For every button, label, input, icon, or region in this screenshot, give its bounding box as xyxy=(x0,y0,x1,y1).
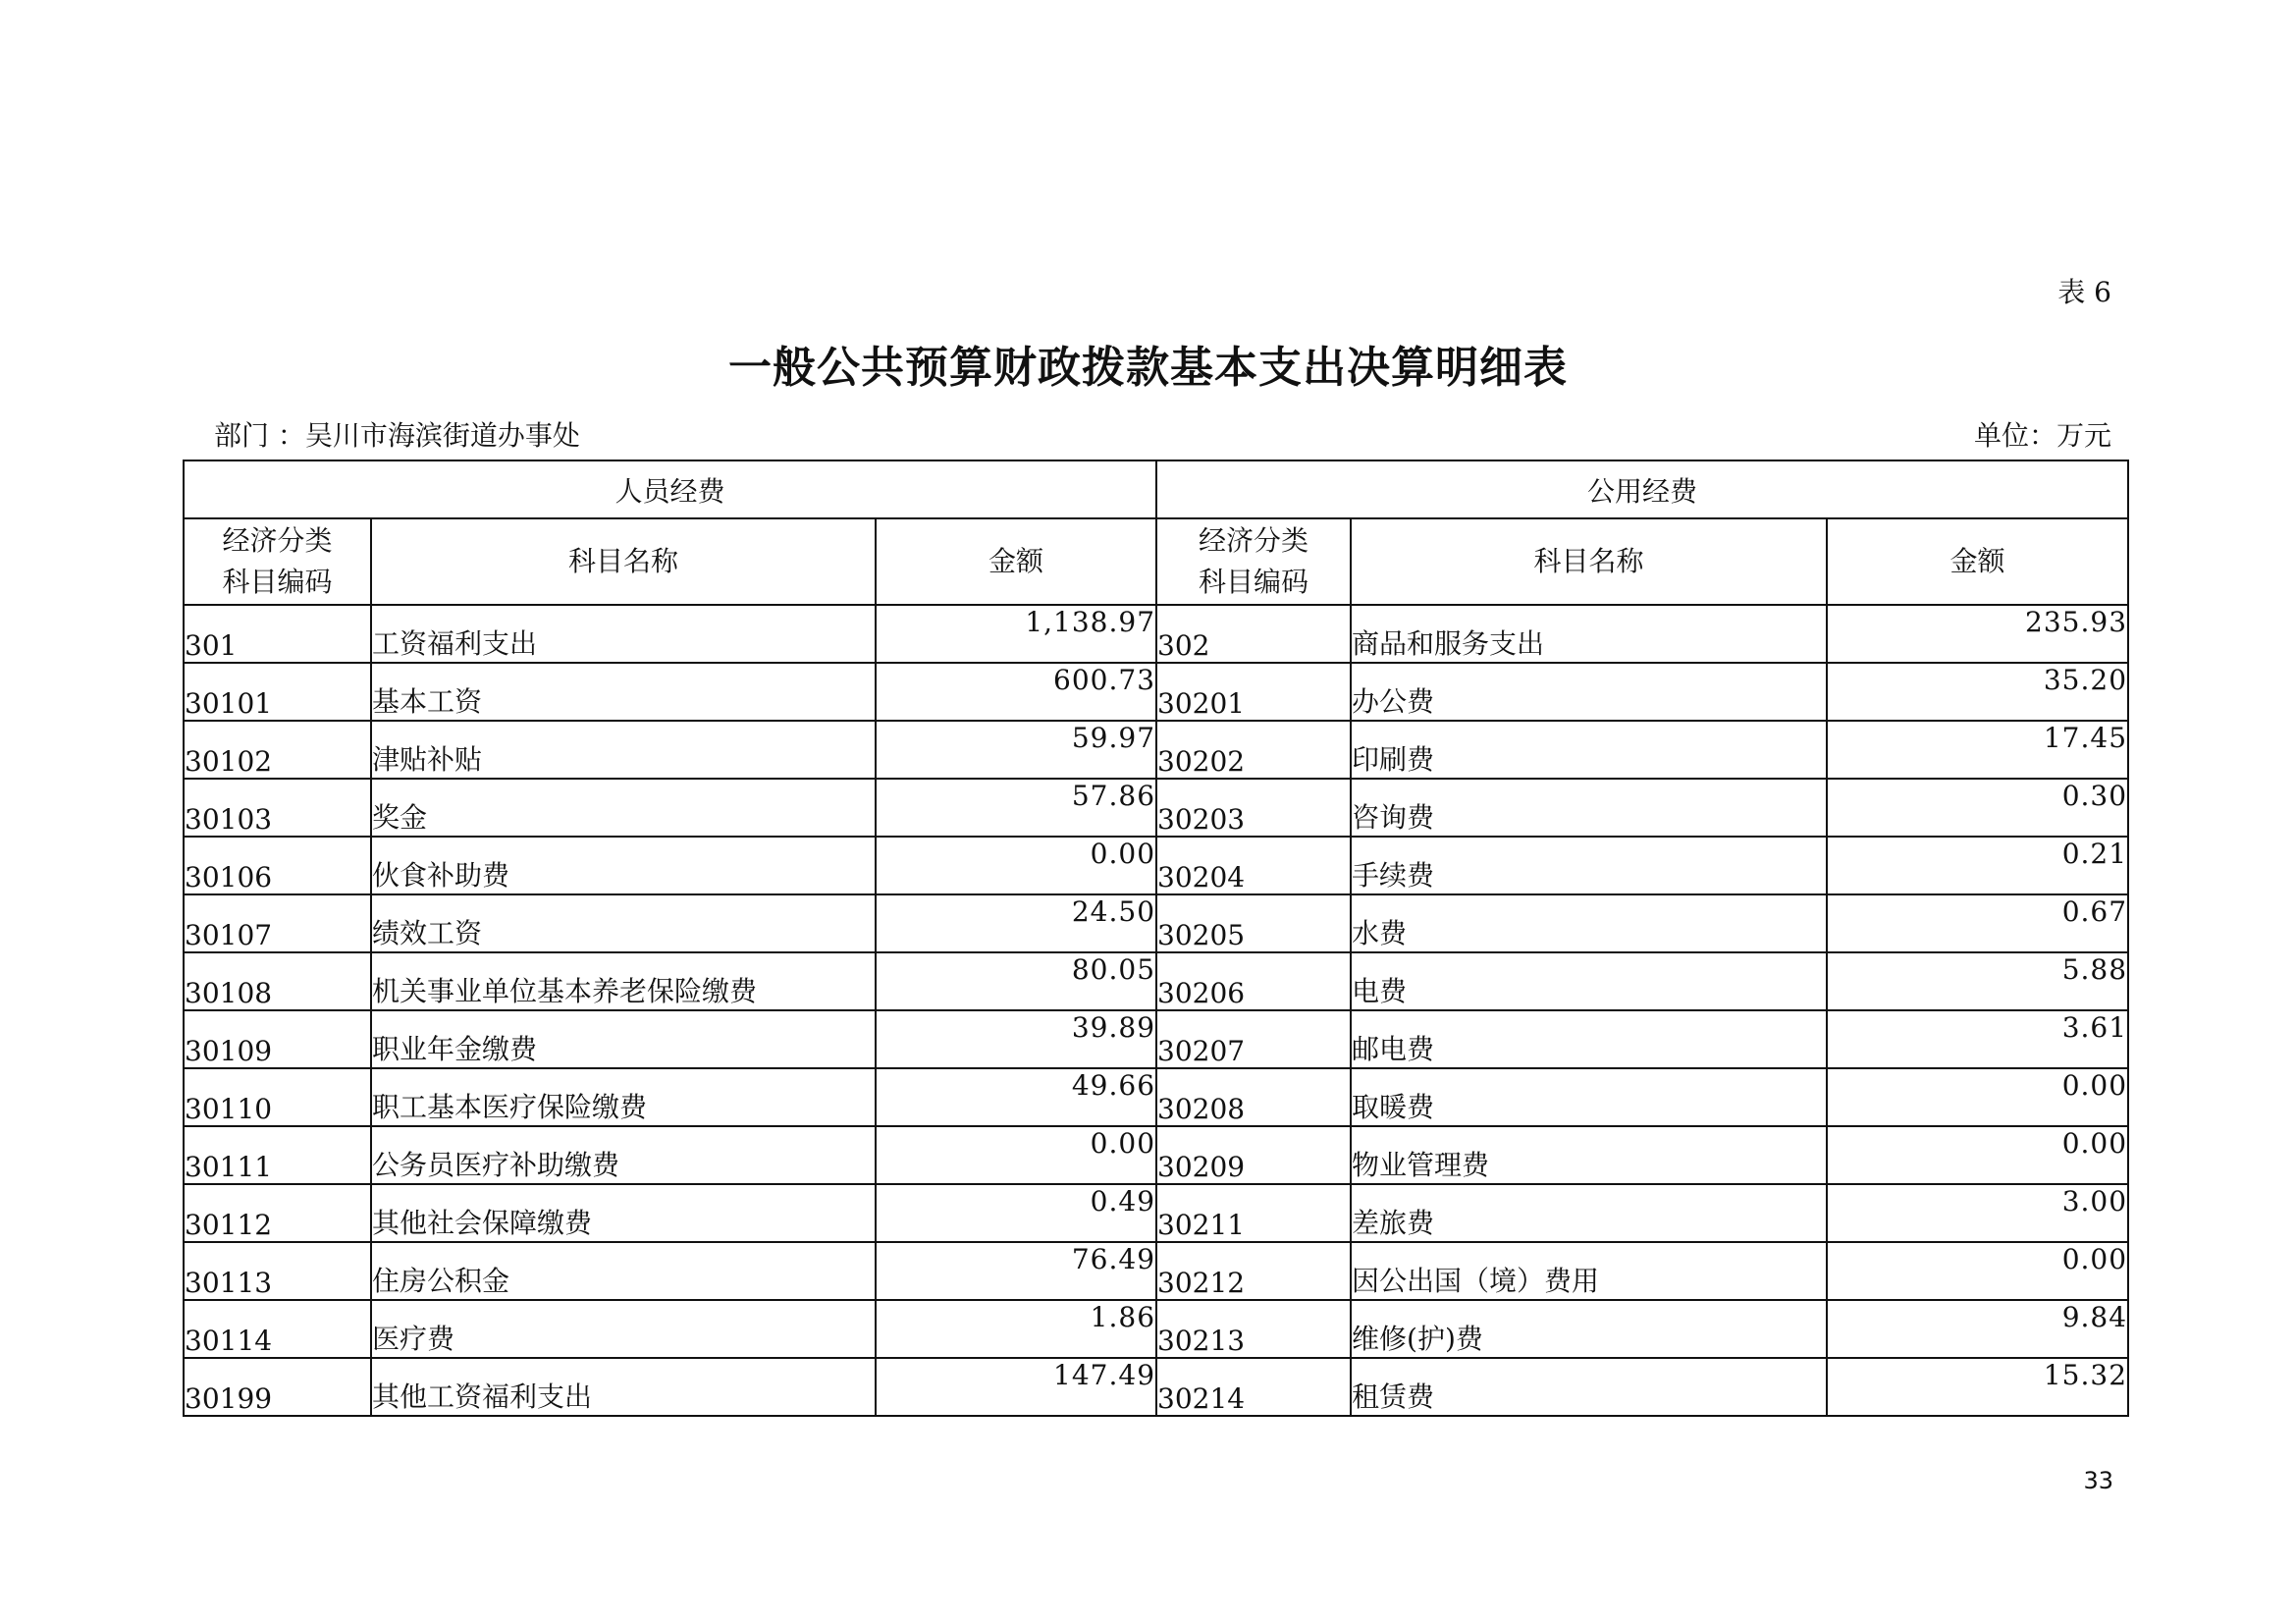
personnel-amount-cell: 0.00 xyxy=(876,837,1156,894)
personnel-amount-cell: 59.97 xyxy=(876,721,1156,779)
table-row xyxy=(184,605,2128,663)
public-amount-cell: 15.32 xyxy=(1827,1358,2128,1416)
public-amount-cell: 9.84 xyxy=(1827,1300,2128,1358)
public-amount-cell: 35.20 xyxy=(1827,663,2128,721)
table-row xyxy=(184,779,2128,837)
personnel-amount-cell: 80.05 xyxy=(876,952,1156,1010)
public-amount-header: 金额 xyxy=(1827,518,2128,605)
personnel-amount-cell: 49.66 xyxy=(876,1068,1156,1126)
personnel-code-cell: 30109 xyxy=(184,1010,371,1068)
public-code-cell: 30212 xyxy=(1156,1242,1351,1300)
personnel-code-cell: 30103 xyxy=(184,779,371,837)
table-row xyxy=(184,1242,2128,1300)
personnel-name-cell: 绩效工资 xyxy=(371,894,876,952)
page-number: 33 xyxy=(2083,1467,2113,1494)
table-row xyxy=(184,663,2128,721)
personnel-amount-cell: 147.49 xyxy=(876,1358,1156,1416)
public-code-cell: 30213 xyxy=(1156,1300,1351,1358)
public-name-cell: 印刷费 xyxy=(1351,721,1827,779)
public-amount-cell: 0.30 xyxy=(1827,779,2128,837)
department-label: 部门 ：吴川市海滨街道办事处 xyxy=(214,419,580,452)
table-row xyxy=(184,1184,2128,1242)
public-name-cell: 办公费 xyxy=(1351,663,1827,721)
table-row xyxy=(184,1010,2128,1068)
table-row xyxy=(184,1126,2128,1184)
table-row xyxy=(184,1358,2128,1416)
personnel-amount-header: 金额 xyxy=(876,518,1156,605)
code-header-line1: 经济分类 xyxy=(1199,524,1309,557)
personnel-name-cell: 奖金 xyxy=(371,779,876,837)
personnel-amount-cell: 0.00 xyxy=(876,1126,1156,1184)
personnel-code-cell: 30102 xyxy=(184,721,371,779)
public-name-cell: 维修(护)费 xyxy=(1351,1300,1827,1358)
table-row xyxy=(184,721,2128,779)
personnel-code-cell: 301 xyxy=(184,605,371,663)
public-code-cell: 30205 xyxy=(1156,894,1351,952)
public-code-cell: 30211 xyxy=(1156,1184,1351,1242)
table-row xyxy=(184,952,2128,1010)
public-code-cell: 302 xyxy=(1156,605,1351,663)
personnel-name-cell: 工资福利支出 xyxy=(371,605,876,663)
table-number: 表 6 xyxy=(2057,276,2111,308)
public-amount-cell: 0.00 xyxy=(1827,1068,2128,1126)
public-code-cell: 30204 xyxy=(1156,837,1351,894)
public-code-cell: 30209 xyxy=(1156,1126,1351,1184)
public-name-cell: 租赁费 xyxy=(1351,1358,1827,1416)
personnel-name-cell: 公务员医疗补助缴费 xyxy=(371,1126,876,1184)
public-amount-cell: 3.61 xyxy=(1827,1010,2128,1068)
personnel-amount-cell: 600.73 xyxy=(876,663,1156,721)
code-header-line2: 科目编码 xyxy=(1199,566,1309,598)
personnel-group-header: 人员经费 xyxy=(184,460,1156,518)
public-name-cell: 商品和服务支出 xyxy=(1351,605,1827,663)
personnel-name-header: 科目名称 xyxy=(371,518,876,605)
personnel-code-cell: 30112 xyxy=(184,1184,371,1242)
public-code-cell: 30202 xyxy=(1156,721,1351,779)
personnel-code-cell: 30114 xyxy=(184,1300,371,1358)
public-amount-cell: 3.00 xyxy=(1827,1184,2128,1242)
table-row xyxy=(184,1300,2128,1358)
personnel-name-cell: 住房公积金 xyxy=(371,1242,876,1300)
personnel-name-cell: 其他社会保障缴费 xyxy=(371,1184,876,1242)
personnel-amount-cell: 0.49 xyxy=(876,1184,1156,1242)
table-row xyxy=(184,894,2128,952)
page-title: 一般公共预算财政拨款基本支出决算明细表 xyxy=(728,343,1568,393)
public-code-header xyxy=(1156,518,1351,605)
personnel-code-cell: 30106 xyxy=(184,837,371,894)
public-name-cell: 邮电费 xyxy=(1351,1010,1827,1068)
public-name-cell: 差旅费 xyxy=(1351,1184,1827,1242)
public-name-cell: 取暖费 xyxy=(1351,1068,1827,1126)
unit-label: 单位：万元 xyxy=(1973,419,2111,452)
public-code-cell: 30201 xyxy=(1156,663,1351,721)
personnel-code-header xyxy=(184,518,371,605)
personnel-amount-cell: 1,138.97 xyxy=(876,605,1156,663)
personnel-amount-cell: 57.86 xyxy=(876,779,1156,837)
personnel-name-cell: 基本工资 xyxy=(371,663,876,721)
public-code-cell: 30208 xyxy=(1156,1068,1351,1126)
public-code-cell: 30207 xyxy=(1156,1010,1351,1068)
personnel-name-cell: 机关事业单位基本养老保险缴费 xyxy=(371,952,876,1010)
personnel-code-cell: 30107 xyxy=(184,894,371,952)
personnel-code-cell: 30110 xyxy=(184,1068,371,1126)
personnel-amount-cell: 24.50 xyxy=(876,894,1156,952)
code-header-line1: 经济分类 xyxy=(222,524,333,557)
personnel-amount-cell: 39.89 xyxy=(876,1010,1156,1068)
public-code-cell: 30203 xyxy=(1156,779,1351,837)
public-amount-cell: 5.88 xyxy=(1827,952,2128,1010)
public-amount-cell: 235.93 xyxy=(1827,605,2128,663)
personnel-code-cell: 30108 xyxy=(184,952,371,1010)
personnel-name-cell: 医疗费 xyxy=(371,1300,876,1358)
personnel-code-cell: 30199 xyxy=(184,1358,371,1416)
public-name-header: 科目名称 xyxy=(1351,518,1827,605)
public-amount-cell: 0.67 xyxy=(1827,894,2128,952)
public-name-cell: 因公出国（境）费用 xyxy=(1351,1242,1827,1300)
public-code-cell: 30214 xyxy=(1156,1358,1351,1416)
public-amount-cell: 17.45 xyxy=(1827,721,2128,779)
personnel-code-cell: 30113 xyxy=(184,1242,371,1300)
public-group-header: 公用经费 xyxy=(1156,460,2128,518)
personnel-code-cell: 30111 xyxy=(184,1126,371,1184)
public-code-cell: 30206 xyxy=(1156,952,1351,1010)
personnel-amount-cell: 76.49 xyxy=(876,1242,1156,1300)
personnel-name-cell: 职业年金缴费 xyxy=(371,1010,876,1068)
public-name-cell: 水费 xyxy=(1351,894,1827,952)
public-name-cell: 咨询费 xyxy=(1351,779,1827,837)
public-name-cell: 物业管理费 xyxy=(1351,1126,1827,1184)
table-body xyxy=(184,605,2128,1416)
personnel-amount-cell: 1.86 xyxy=(876,1300,1156,1358)
personnel-name-cell: 其他工资福利支出 xyxy=(371,1358,876,1416)
personnel-name-cell: 职工基本医疗保险缴费 xyxy=(371,1068,876,1126)
code-header-line2: 科目编码 xyxy=(222,566,333,598)
personnel-code-cell: 30101 xyxy=(184,663,371,721)
public-amount-cell: 0.00 xyxy=(1827,1126,2128,1184)
personnel-name-cell: 津贴补贴 xyxy=(371,721,876,779)
public-name-cell: 手续费 xyxy=(1351,837,1827,894)
public-amount-cell: 0.21 xyxy=(1827,837,2128,894)
personnel-name-cell: 伙食补助费 xyxy=(371,837,876,894)
table-row xyxy=(184,837,2128,894)
public-amount-cell: 0.00 xyxy=(1827,1242,2128,1300)
table-row xyxy=(184,1068,2128,1126)
expenditure-table xyxy=(183,460,2129,1417)
public-name-cell: 电费 xyxy=(1351,952,1827,1010)
